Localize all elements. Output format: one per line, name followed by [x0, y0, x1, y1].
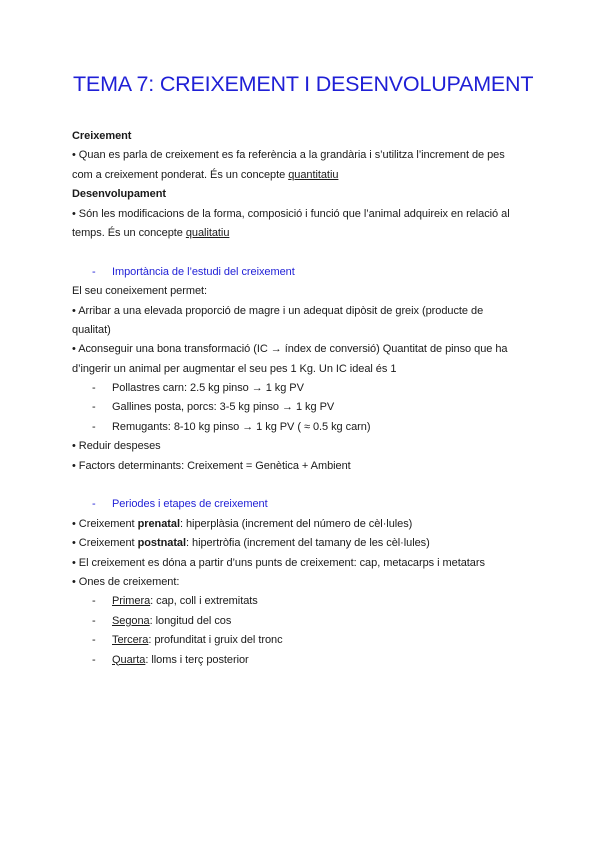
- ona-term: Segona: [112, 614, 150, 627]
- ona-term: Primera: [112, 595, 151, 608]
- importancia-bullet1-line2: qualitat): [72, 323, 111, 336]
- importancia-dash: -: [92, 265, 96, 278]
- ic-sub-item-dash: -: [92, 382, 96, 395]
- periodes-bullet4: • Ones de creixement:: [72, 575, 180, 588]
- desenvolupament-text-line2-start: temps. És un concepte: [72, 226, 186, 239]
- importancia-bullet4: • Factors determinants: Creixement = Genètica + Ambient: [72, 459, 351, 472]
- ic-sub-item: [72, 398, 532, 417]
- term-qualitatiu: qualitatiu: [185, 226, 230, 239]
- ona-item: [72, 651, 532, 670]
- term-prenatal: prenatal: [137, 517, 180, 530]
- periodes-heading: [72, 495, 532, 514]
- creixement-text-line2-start: com a creixement ponderat. És un concepte: [72, 168, 289, 181]
- ona-item: [72, 592, 532, 611]
- ona-item: [72, 631, 532, 650]
- ona-term: Tercera: [112, 634, 149, 647]
- term-postnatal: postnatal: [137, 537, 187, 550]
- ic-sub-item-text: Remugants: 8-10 kg pinso → 1 kg PV ( ≈ 0.5 kg carn): [112, 420, 371, 433]
- ona-term: Quarta: [112, 653, 146, 666]
- ona-item-dash: -: [92, 653, 96, 666]
- document-body: [72, 127, 532, 670]
- importancia-bullet1-line1: • Arribar a una elevada proporció de magre i un adequat dipòsit de greix (producte de: [72, 304, 484, 317]
- ona-desc: : cap, coll i extremitats: [150, 595, 258, 608]
- creixement-text-line1: • Quan es parla de creixement es fa referència a la grandària i s’utilitza l’increment de pes: [72, 149, 505, 162]
- ona-item-dash: -: [92, 595, 96, 608]
- importancia-heading: [72, 263, 532, 282]
- ic-sub-item: [72, 379, 532, 398]
- ic-sub-item: [72, 418, 532, 437]
- ona-item: [72, 612, 532, 631]
- periodes-bullet2-pre: • Creixement: [72, 537, 138, 550]
- importancia-heading-text: Importància de l’estudi del creixement: [112, 265, 295, 278]
- importancia-intro: El seu coneixement permet:: [72, 285, 208, 298]
- desenvolupament-text-line1: • Són les modificacions de la forma, composició i funció que l’animal adquireix en relació al: [72, 207, 510, 220]
- importancia-bullet2-line2: d’ingerir un animal per augmentar el seu pes 1 Kg. Un IC ideal és 1: [72, 362, 397, 375]
- ona-desc: : lloms i terç posterior: [145, 653, 249, 666]
- periodes-bullet2-post: : hipertròfia (increment del tamany de les cèl·lules): [186, 537, 430, 550]
- importancia-bullet2-line1: • Aconseguir una bona transformació (IC → índex de conversió) Quantitat de pinso que ha: [72, 343, 508, 356]
- periodes-bullet1-pre: • Creixement: [72, 517, 138, 530]
- periodes-heading-text: Periodes i etapes de creixement: [112, 498, 268, 511]
- periodes-bullet1-post: : hiperplàsia (increment del número de cèl·lules): [179, 517, 413, 530]
- periodes-bullet2: [72, 534, 532, 553]
- periodes-bullet3: • El creixement es dóna a partir d’uns punts de creixement: cap, metacarps i metatars: [72, 556, 485, 569]
- ic-sub-item-text: Gallines posta, porcs: 3-5 kg pinso → 1 kg PV: [112, 401, 335, 414]
- ona-item-dash: -: [92, 614, 96, 627]
- importancia-bullet3: • Reduir despeses: [72, 440, 161, 453]
- ic-sub-item-dash: -: [92, 420, 96, 433]
- term-quantitatiu: quantitatiu: [288, 168, 339, 181]
- ic-sub-item-text: Pollastres carn: 2.5 kg pinso → 1 kg PV: [112, 382, 304, 395]
- ic-sub-item-dash: -: [92, 401, 96, 414]
- creixement-heading: Creixement: [72, 130, 132, 142]
- creixement-text-line2: [72, 166, 532, 185]
- periodes-dash: -: [92, 498, 96, 511]
- desenvolupament-text-line2: [72, 224, 532, 243]
- periodes-bullet1: [72, 515, 532, 534]
- ona-desc: : longitud del cos: [149, 614, 232, 627]
- desenvolupament-heading: Desenvolupament: [72, 188, 166, 201]
- ona-item-dash: -: [92, 634, 96, 647]
- page-title: TEMA 7: CREIXEMENT I DESENVOLUPAMENT: [73, 72, 534, 96]
- ona-desc: : profunditat i gruix del tronc: [148, 634, 283, 647]
